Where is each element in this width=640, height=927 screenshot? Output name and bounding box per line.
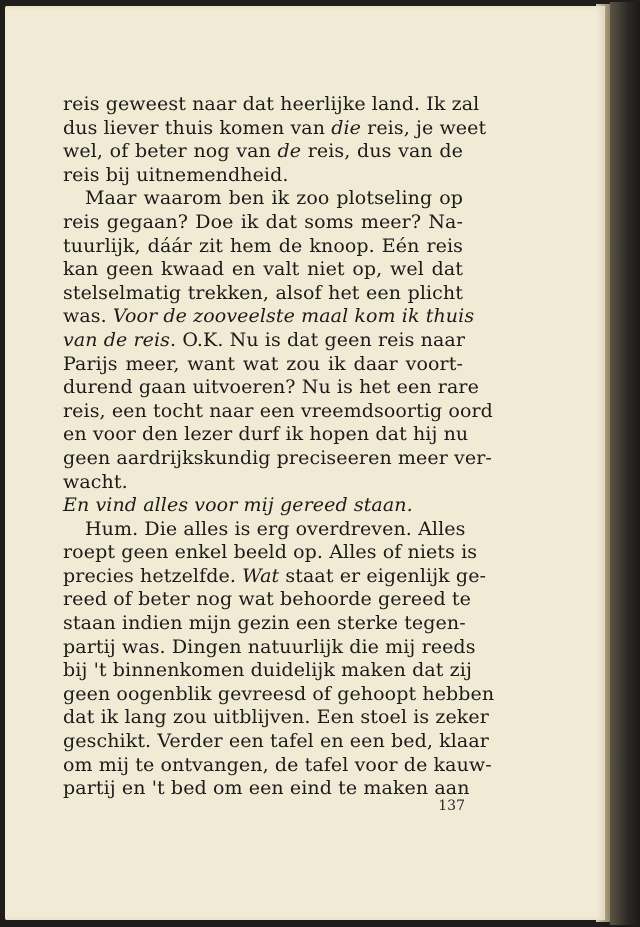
text-run: was.	[63, 305, 113, 328]
text-line	[63, 517, 466, 542]
text-run: staan indien mijn gezin een sterke tegen-	[63, 612, 466, 635]
italic-text: de	[277, 140, 302, 163]
text-run: partij was. Dingen natuurlijk die mij reeds	[63, 635, 476, 658]
text-run: roept geen enkel beeld op. Alles of niets is	[63, 541, 478, 564]
text-line	[63, 682, 495, 707]
text-run: stelselmatig trekken, alsof het een plicht	[63, 281, 463, 304]
text-run: dus liever thuis komen van	[63, 116, 332, 139]
text-run: Hum. Die alles is erg overdreven. Alles	[85, 517, 466, 540]
text-line	[63, 164, 463, 188]
text-line	[63, 753, 492, 778]
text-run: geen aardrijkskundig preciseeren meer ver-	[63, 446, 492, 469]
text-run: partij en 't bed om een eind te maken aan	[63, 777, 470, 800]
text-run: reed of beter nog wat behoorde gereed te	[63, 588, 471, 611]
text-line	[63, 305, 475, 329]
text-run: wel, of beter nog van	[63, 140, 278, 163]
text-run: om mij te ontvangen, de tafel voor de kauw-	[63, 753, 492, 776]
text-line	[63, 659, 472, 683]
text-line	[63, 446, 492, 471]
text-run: geschikt. Verder een tafel en een bed, klaar	[63, 730, 489, 753]
text-run: staat er eigenlijk ge-	[279, 564, 487, 587]
text-run: durend gaan uitvoeren? Nu is het een rare	[63, 376, 479, 399]
text-line	[63, 211, 463, 235]
text-run: . O.K. Nu is dat geen reis naar	[170, 328, 466, 351]
text-run: reis, dus van de	[301, 140, 463, 163]
text-line	[63, 706, 489, 730]
text-run: Maar waarom ben ik zoo plotseling op	[85, 187, 463, 210]
text-line	[63, 588, 471, 612]
italic-text: Wat	[242, 564, 280, 587]
text-line	[63, 140, 463, 164]
text-line	[63, 494, 463, 518]
text-line	[63, 93, 480, 117]
italic-text: En vind alles voor mij gereed staan.	[63, 494, 413, 517]
text-line	[63, 328, 466, 353]
text-run: kan geen kwaad en valt niet op, wel dat	[63, 258, 463, 281]
text-line	[63, 541, 478, 565]
text-line	[63, 235, 463, 259]
text-line	[63, 282, 463, 306]
text-line	[63, 116, 487, 141]
text-run: reis gegaan? Doe ik dat soms meer? Na-	[63, 210, 463, 233]
text-run: reis geweest naar dat heerlijke land. Ik zal	[63, 93, 480, 115]
italic-text: die	[331, 116, 361, 139]
text-line	[63, 471, 463, 495]
text-line	[63, 777, 470, 801]
text-run: wacht.	[63, 470, 128, 493]
page-number: 137	[438, 798, 465, 814]
text-run: dat ik lang zou uitblijven. Een stoel is zeker	[63, 706, 489, 729]
text-run: reis, een tocht naar een vreemdsoortig oord	[63, 399, 493, 422]
text-run: tuurlijk, dáár zit hem de knoop. Eén reis	[63, 234, 463, 257]
text-line	[63, 635, 476, 660]
italic-text: van de reis	[63, 328, 171, 351]
text-run: reis, je weet	[361, 116, 487, 139]
text-run: geen oogenblik gevreesd of gehoopt hebben	[63, 682, 495, 705]
text-line	[63, 423, 469, 447]
text-line	[63, 353, 463, 377]
italic-text: Voor de zooveelste maal kom ik thuis	[112, 305, 475, 328]
text-line	[63, 187, 463, 211]
text-line	[63, 376, 479, 400]
body-text	[63, 93, 495, 801]
text-line	[63, 399, 493, 424]
text-run: Parijs meer, want wat zou ik daar voort-	[63, 352, 463, 375]
text-run: en voor den lezer durf ik hopen dat hij nu	[63, 423, 469, 446]
text-run: precies hetzelfde.	[63, 564, 243, 587]
text-line	[63, 612, 466, 636]
text-line	[63, 258, 463, 282]
text-run: reis bij uitnemendheid.	[63, 163, 289, 186]
text-line	[63, 730, 489, 754]
text-run: bij 't binnenkomen duidelijk maken dat zij	[63, 659, 472, 682]
book-fore-edge-shadow	[610, 2, 640, 925]
text-line	[63, 564, 487, 589]
